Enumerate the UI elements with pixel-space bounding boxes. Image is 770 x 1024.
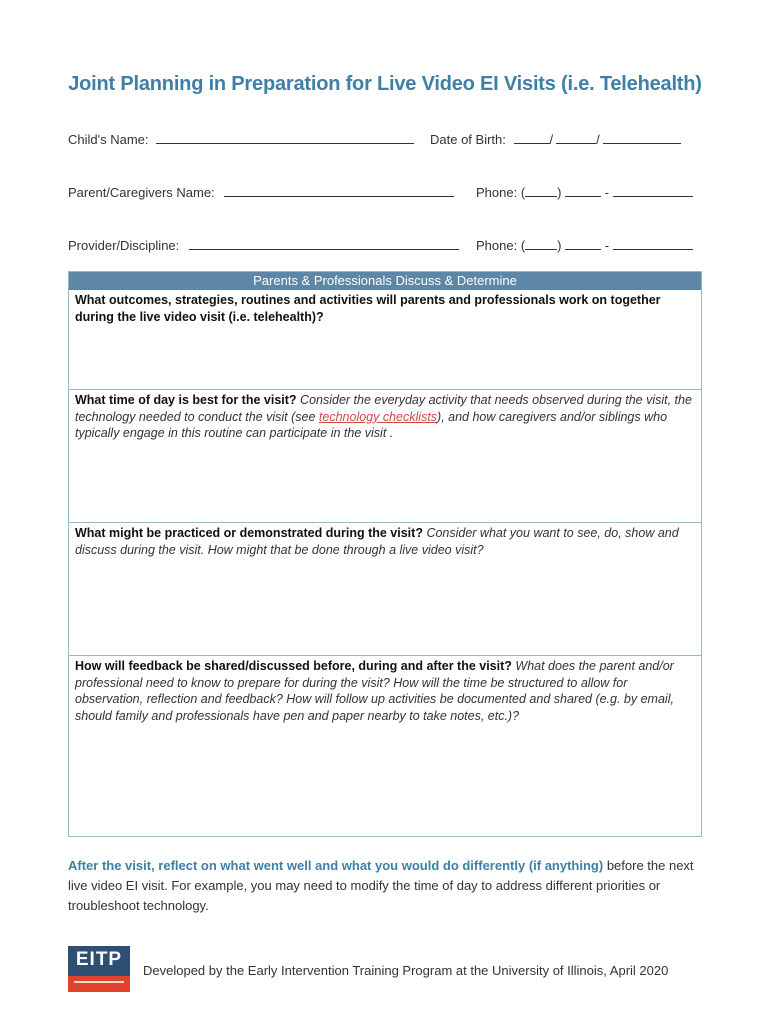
parent-phone-prefix-field[interactable] [565,185,601,197]
parent-phone-area-field[interactable] [525,185,557,197]
planning-table [68,271,702,837]
planning-row-feedback[interactable] [69,655,701,836]
question-outcomes: What outcomes, strategies, routines and activities will parents and professionals work on together during the live video visit (i.e. telehealth)? [75,293,661,324]
child-name-label: Child's Name: [68,132,149,147]
provider-label: Provider/Discipline: [68,238,180,253]
question-time: What time of day is best for the visit? [75,393,297,407]
eitp-logo [68,946,130,992]
dob-month-field[interactable] [514,132,550,144]
provider-info-row: Provider/Discipline: Phone: ( ) - [68,238,700,253]
after-visit-text: before the next live video EI visit. For example, you may need to modify the time of day to address different priorities or troubleshoot technology. [68,858,694,913]
page-title: Joint Planning in Preparation for Live Video EI Visits (i.e. Telehealth) [68,73,702,95]
logo-bar [68,976,130,992]
dob-year-field[interactable] [603,132,681,144]
dob-day-field[interactable] [556,132,596,144]
question-feedback: How will feedback be shared/discussed before, during and after the visit? [75,659,512,673]
dob-label: Date of Birth: [430,132,506,147]
question-practice: What might be practiced or demonstrated during the visit? [75,526,423,540]
hint-time-a: Consider the everyday activity that needs observed during the visit, the technology needed to conduct the visit (see [75,393,692,424]
child-info-row: Child's Name: Date of Birth: / / [68,132,700,147]
provider-phone-prefix-field[interactable] [565,238,601,250]
hint-time-b: ), and how caregivers and/or siblings who typically engage in this routine can participate in the visit . [75,409,668,440]
after-visit-highlight: After the visit, reflect on what went well and what you would do differently (if anything) [68,858,604,873]
planning-row-time[interactable] [69,389,701,522]
planning-row-practice[interactable] [69,522,701,655]
after-visit-paragraph [68,856,708,916]
child-name-field[interactable] [156,132,414,144]
provider-phone-label: Phone: ( [476,238,526,253]
hint-feedback: What does the parent and/or professional need to know to prepare for during the visit? How will the time be structured to allow for observation, reflection and feedback? How will follow up activities be documented and shared (e.g. by email, should family and professionals have pen and paper nearby to take notes, etc.)? [75,659,674,723]
parent-name-field[interactable] [224,185,454,197]
planning-row-outcomes[interactable] [69,290,701,389]
parent-info-row: Parent/Caregivers Name: Phone: ( ) - [68,185,700,200]
table-header: Parents & Professionals Discuss & Determine [69,272,701,290]
parent-name-label: Parent/Caregivers Name: [68,185,215,200]
hint-practice: Consider what you want to see, do, show and discuss during the visit. How might that be done through a live video visit? [75,526,679,557]
technology-checklists-link[interactable]: technology checklists [318,409,438,424]
parent-phone-line-field[interactable] [613,185,693,197]
parent-phone-label: Phone: ( [476,185,526,200]
footer-credit: Developed by the Early Intervention Training Program at the University of Illinois, April 2020 [143,963,669,978]
provider-phone-area-field[interactable] [525,238,557,250]
provider-phone-line-field[interactable] [613,238,693,250]
provider-field[interactable] [189,238,459,250]
logo-text: EITP [75,949,123,970]
